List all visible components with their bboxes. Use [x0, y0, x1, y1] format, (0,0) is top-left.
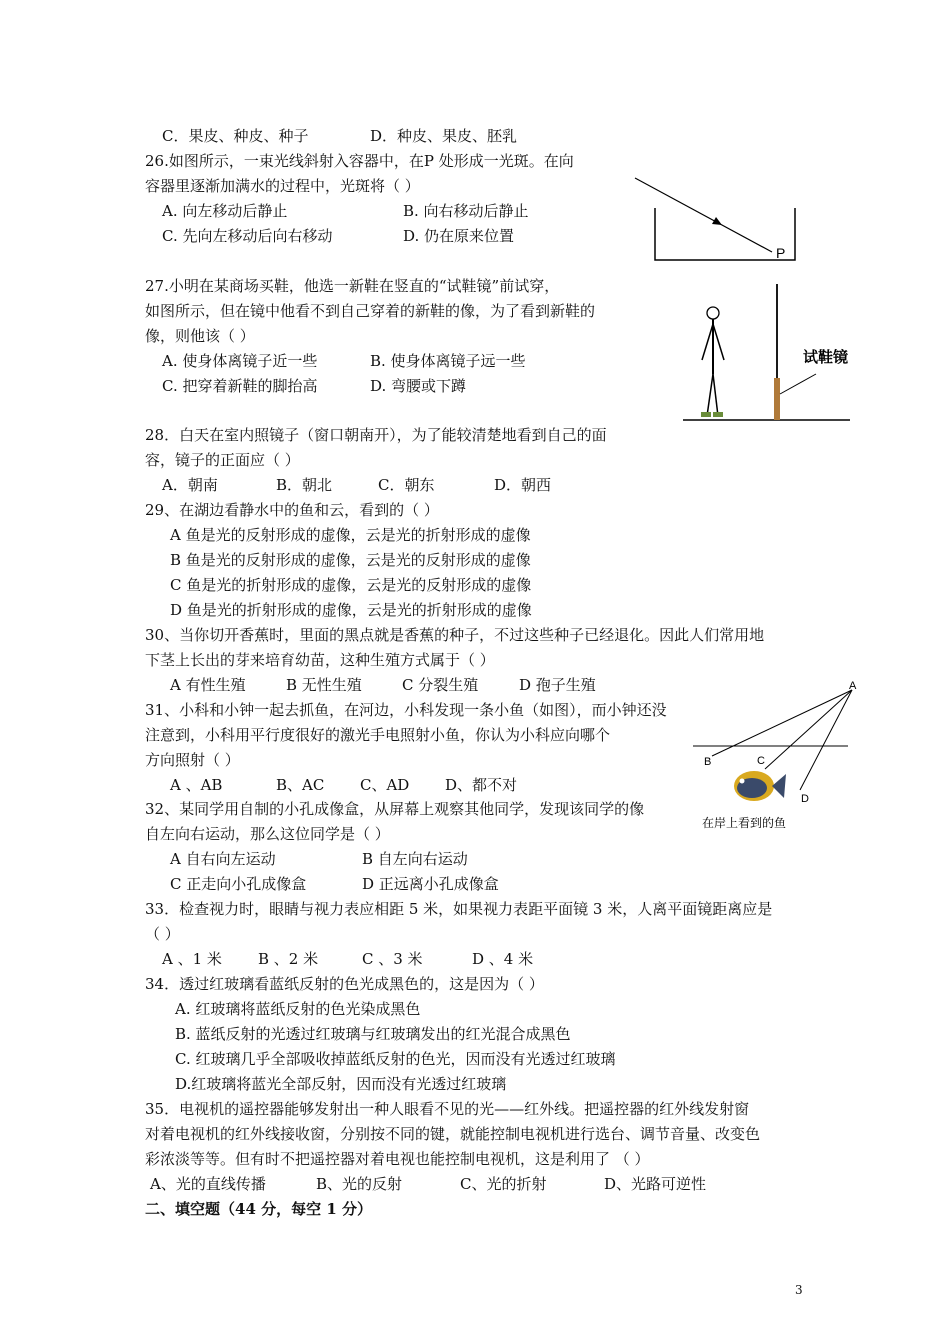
- q32-option-c: C 正走向小孔成像盒: [170, 875, 307, 893]
- q26-text-2: 容器里逐渐加满水的过程中，光斑将（ ）: [145, 177, 420, 195]
- q34-option-a: A. 红玻璃将蓝纸反射的色光染成黑色: [175, 1000, 421, 1018]
- q26-option-b: B. 向右移动后静止: [403, 202, 529, 220]
- q31-text-2: 注意到，小科用平行度很好的激光手电照射小鱼，你认为小科应向哪个: [145, 726, 611, 744]
- section-heading: 二、填空题（44 分，每空 1 分）: [145, 1200, 372, 1218]
- q33-option-d: D 、4 米: [472, 950, 534, 968]
- q33-text-1: 33．检查视力时，眼睛与视力表应相距 5 米，如果视力表距平面镜 3 米，人离平面镜距离应是: [145, 900, 773, 918]
- q34-option-d: D.红玻璃将蓝光全部反射，因而没有光透过红玻璃: [175, 1075, 507, 1093]
- q26-option-a: A. 向左移动后静止: [162, 202, 288, 220]
- q31-point-c-label: C: [757, 755, 765, 767]
- q29-option-c: C 鱼是光的折射形成的虚像，云是光的反射形成的虚像: [170, 576, 532, 594]
- q35-text-1: 35．电视机的遥控器能够发射出一种人眼看不见的光——红外线。把遥控器的红外线发射窗: [145, 1100, 750, 1118]
- page-number: 3: [795, 1283, 803, 1297]
- q31-fish-figure: [690, 678, 870, 838]
- q26-option-d: D. 仍在原来位置: [403, 227, 515, 245]
- q31-option-c: C、AD: [360, 776, 410, 794]
- q25-option-d: D．种皮、果皮、胚乳: [370, 127, 518, 145]
- q33-text-2: （ ）: [145, 925, 180, 943]
- q34-option-b: B. 蓝纸反射的光透过红玻璃与红玻璃发出的红光混合成黑色: [175, 1025, 571, 1043]
- q30-text-2: 下茎上长出的芽来培育幼苗，这种生殖方式属于（ ）: [145, 651, 495, 669]
- q27-option-d: D. 弯腰或下蹲: [370, 377, 467, 395]
- q31-point-b-label: B: [704, 756, 712, 768]
- q29-option-d: D 鱼是光的折射形成的虚像，云是光的折射形成的虚像: [170, 601, 532, 619]
- q32-text-2: 自左向右运动，那么这位同学是（ ）: [145, 825, 390, 843]
- q35-option-b: B、光的反射: [316, 1175, 403, 1193]
- q26-container-figure: [630, 168, 810, 268]
- q29-option-b: B 鱼是光的反射形成的虚像，云是光的反射形成的虚像: [170, 551, 531, 569]
- q31-figure-caption: 在岸上看到的鱼: [702, 816, 787, 830]
- q30-text-1: 30、当你切开香蕉时，里面的黑点就是香蕉的种子，不过这些种子已经退化。因此人们常用地: [145, 626, 765, 644]
- q28-option-c: C．朝东: [378, 476, 435, 494]
- q28-option-d: D．朝西: [494, 476, 552, 494]
- q35-text-3: 彩浓淡等等。但有时不把遥控器对着电视也能控制电视机，这是利用了 （ ）: [145, 1150, 650, 1168]
- q28-option-a: A．朝南: [162, 476, 218, 494]
- q31-text-3: 方向照射（ ）: [145, 751, 240, 769]
- q27-mirror-figure: [680, 282, 855, 424]
- q31-point-d-label: D: [801, 793, 809, 805]
- q27-text-2: 如图所示，但在镜中他看不到自己穿着的新鞋的像，为了看到新鞋的: [145, 302, 596, 320]
- q26-figure-label: P: [776, 245, 786, 261]
- q32-option-d: D 正远离小孔成像盒: [362, 875, 499, 893]
- q32-option-b: B 自左向右运动: [362, 850, 468, 868]
- q30-option-c: C 分裂生殖: [402, 676, 479, 694]
- q35-option-d: D、光路可逆性: [604, 1175, 707, 1193]
- q25-option-c: C．果皮、种皮、种子: [162, 127, 309, 145]
- q27-figure-label: 试鞋镜: [803, 348, 849, 366]
- q29-text-1: 29、在湖边看静水中的鱼和云，看到的（ ）: [145, 501, 439, 519]
- q27-text-3: 像，则他该（ ）: [145, 327, 255, 345]
- q28-text-1: 28．白天在室内照镜子（窗口朝南开），为了能较清楚地看到自己的面: [145, 426, 607, 444]
- q35-option-a: A、光的直线传播: [150, 1175, 266, 1193]
- q31-option-b: B、AC: [276, 776, 325, 794]
- q31-point-a-label: A: [849, 680, 857, 692]
- q31-text-1: 31、小科和小钟一起去抓鱼，在河边，小科发现一条小鱼（如图），而小钟还没: [145, 701, 667, 719]
- q30-option-a: A 有性生殖: [170, 676, 246, 694]
- q33-option-a: A 、1 米: [162, 950, 222, 968]
- q35-text-2: 对着电视机的红外线接收窗，分别按不同的键，就能控制电视机进行选台、调节音量、改变色: [145, 1125, 761, 1143]
- q27-text-1: 27.小明在某商场买鞋，他选一新鞋在竖直的“试鞋镜”前试穿，: [145, 277, 560, 295]
- q31-option-a: A 、AB: [170, 776, 223, 794]
- q31-option-d: D、都不对: [445, 776, 518, 794]
- q30-option-b: B 无性生殖: [286, 676, 362, 694]
- q33-option-b: B 、2 米: [258, 950, 319, 968]
- q27-option-a: A. 使身体离镜子近一些: [162, 352, 318, 370]
- q27-option-c: C. 把穿着新鞋的脚抬高: [162, 377, 318, 395]
- q28-option-b: B．朝北: [276, 476, 333, 494]
- q29-option-a: A 鱼是光的反射形成的虚像，云是光的折射形成的虚像: [170, 526, 531, 544]
- q34-option-c: C. 红玻璃几乎全部吸收掉蓝纸反射的色光，因而没有光透过红玻璃: [175, 1050, 616, 1068]
- q26-option-c: C. 先向左移动后向右移动: [162, 227, 333, 245]
- q32-text-1: 32、某同学用自制的小孔成像盒，从屏幕上观察其他同学，发现该同学的像: [145, 800, 645, 818]
- q32-option-a: A 自右向左运动: [170, 850, 276, 868]
- fish-icon: [734, 771, 786, 801]
- q35-option-c: C、光的折射: [460, 1175, 547, 1193]
- q30-option-d: D 孢子生殖: [519, 676, 596, 694]
- q34-text-1: 34．透过红玻璃看蓝纸反射的色光成黑色的，这是因为（ ）: [145, 975, 544, 993]
- q26-text-1: 26.如图所示，一束光线斜射入容器中，在P 处形成一光斑。在向: [145, 152, 574, 170]
- q33-option-c: C 、3 米: [362, 950, 423, 968]
- q27-option-b: B. 使身体离镜子远一些: [370, 352, 526, 370]
- q28-text-2: 容，镜子的正面应（ ）: [145, 451, 300, 469]
